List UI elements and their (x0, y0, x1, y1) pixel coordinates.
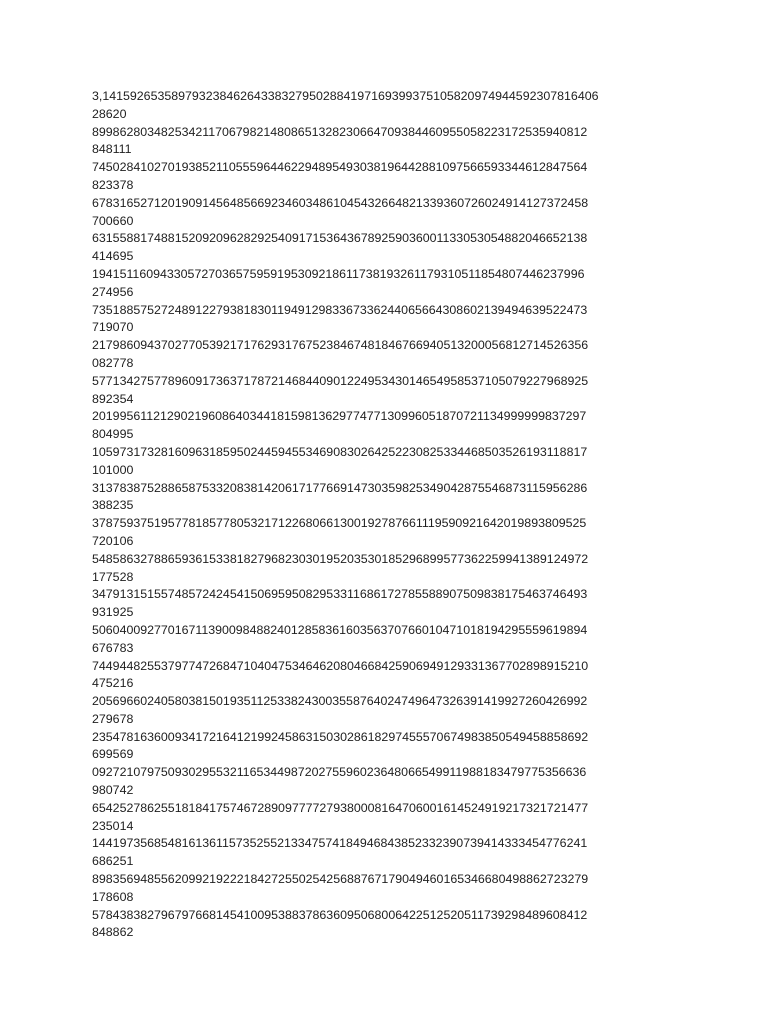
digit-line: 548586327886593615338182796823030195203530185296899577362259941389124972 (92, 551, 589, 566)
digit-line: 631558817488152092096282925409171536436789259036001133053054882046652138 (92, 231, 588, 246)
digit-line: 28620 (92, 106, 127, 121)
digit-line: 578438382796797668145410095388378636095068006422512520511739298489608412 (92, 907, 588, 922)
digit-line: 699569 (92, 747, 134, 762)
digit-line: 235478163600934172164121992458631503028618297455570674983850549458858692 (92, 729, 589, 744)
digit-line: 313783875288658753320838142061717766914730359825349042875546873115956286 (92, 480, 588, 495)
digit-line: 686251 (92, 854, 134, 869)
digit-line: 720106 (92, 533, 134, 548)
digit-line: 279678 (92, 711, 134, 726)
digit-line: 735188575272489122793818301194912983367336244065664308602139494639522473 (92, 302, 588, 317)
digit-line: 506040092770167113900984882401285836160356370766010471018194295559619894 (92, 622, 588, 637)
digit-line: 082778 (92, 355, 134, 370)
digit-line: 235014 (92, 818, 134, 833)
pi-digits-block (92, 88, 692, 942)
digit-line: 980742 (92, 783, 134, 798)
digit-line: 744944825537977472684710404753464620804668425906949129331367702898915210 (92, 658, 589, 673)
digit-line: 217986094370277053921717629317675238467481846766940513200056812714526356 (92, 338, 589, 353)
digit-line: 719070 (92, 320, 134, 335)
digit-line: 378759375195778185778053217122680661300192787661119590921642019893809525 (92, 516, 587, 531)
digit-line: 676783 (92, 640, 134, 655)
digit-line: 347913151557485724245415069595082953311686172785588907509838175463746493 (92, 587, 588, 602)
digit-line: 205696602405803815019351125338243003558764024749647326391419927260426992 (92, 694, 588, 709)
digit-line: 931925 (92, 605, 134, 620)
digit-line: 414695 (92, 249, 134, 264)
digit-line: 823378 (92, 177, 134, 192)
digit-line: 388235 (92, 498, 134, 513)
digit-line: 177528 (92, 569, 134, 584)
digit-line: 678316527120190914564856692346034861045432664821339360726024914127372458 (92, 195, 589, 210)
digit-line: 144197356854816136115735255213347574184946843852332390739414333454776241 (92, 836, 588, 851)
digit-line: 892354 (92, 391, 134, 406)
digit-line: 577134275778960917363717872146844090122495343014654958537105079227968925 (92, 373, 589, 388)
digit-line: 700660 (92, 213, 134, 228)
digit-line: 848862 (92, 925, 134, 940)
digit-line: 274956 (92, 284, 134, 299)
digit-line: 092721079750930295532116534498720275596023648066549911988183479775356636 (92, 765, 587, 780)
digit-line: 105973173281609631859502445945534690830264252230825334468503526193118817 (92, 444, 588, 459)
digit-line: 194151160943305727036575959195309218611738193261179310511854807446237996 (92, 266, 585, 281)
digit-line: 201995611212902196086403441815981362977477130996051870721134999999837297 (92, 409, 587, 424)
digit-line: 101000 (92, 462, 134, 477)
digit-line: 475216 (92, 676, 134, 691)
digit-line: 898356948556209921922218427255025425688767179049460165346680498862723279 (92, 872, 589, 887)
digit-line: 899862803482534211706798214808651328230664709384460955058223172535940812 (92, 124, 588, 139)
digit-line: 804995 (92, 427, 134, 442)
digit-line: 654252786255181841757467289097777279380008164706001614524919217321721477 (92, 800, 589, 815)
digit-line: 848111 (92, 142, 132, 157)
digit-line: 3,141592653589793238462643383279502884197169399375105820974944592307816406 (92, 89, 599, 103)
digit-line: 745028410270193852110555964462294895493038196442881097566593344612847564 (92, 160, 588, 175)
digit-line: 178608 (92, 889, 134, 904)
